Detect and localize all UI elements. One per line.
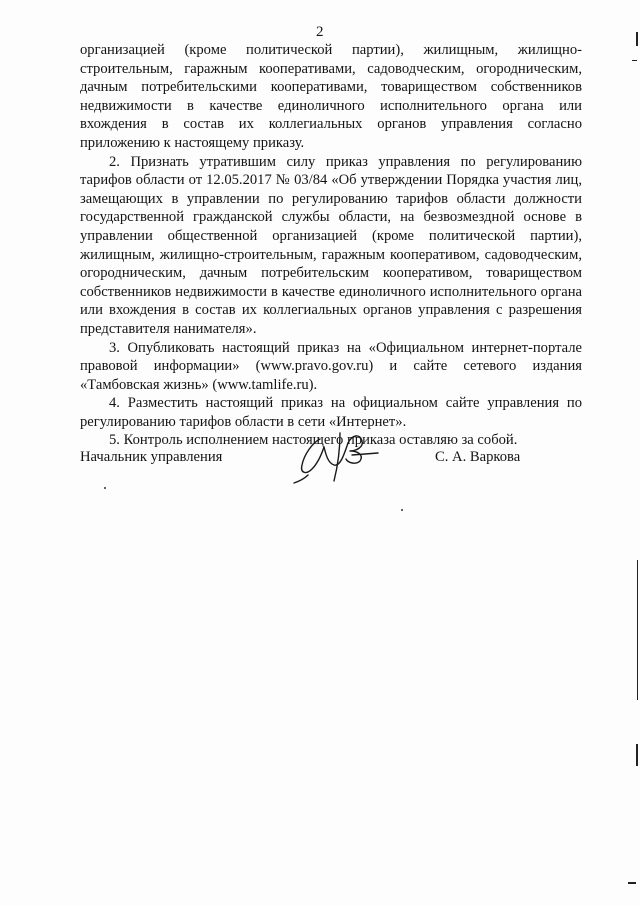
paragraph-item-2: 2. Признать утратившим силу приказ управления по регулированию тарифов области от 12.05.2017 № 03/84 «Об утверждении Порядка участия лиц, замещающих в управлении по регулированию тарифов области должности государственной гражданской службы области, на безвозмездной основе в управлении общественной организацией (кроме политической партии), жилищным, жилищно-строительным, гаражным кооперативом, садоводческим, огородническим, дачным потребительским кооперативом, товариществом собственников недвижимости в качестве единоличного исполнительного органа или вхождения в состав их коллегиальных органов управления с разрешения представителя нанимателя». <box>80 153 582 337</box>
handwritten-signature <box>290 425 390 487</box>
paragraph-item-5: 5. Контроль исполнением настоящего приказа оставляю за собой. <box>109 432 518 449</box>
scan-edge-mark <box>636 744 638 766</box>
scan-speck <box>104 487 106 489</box>
signatory-name: С. А. Варкова <box>435 449 521 465</box>
scan-edge-mark <box>637 560 638 700</box>
document-body <box>80 41 582 450</box>
page-number: 2 <box>316 24 324 40</box>
scan-edge-mark <box>628 882 636 884</box>
scan-edge-mark <box>632 60 637 61</box>
scan-edge-mark <box>636 32 638 46</box>
paragraph-continuation: организацией (кроме политической партии), жилищным, жилищно-строительным, гаражным кооперативами, садоводческим, огородническим, дачным потребительскими кооперативами, товариществом собственников недвижимости в качестве единоличного исполнительного органа или вхождения в состав их коллегиальных органов управления согласно приложению к настоящему приказу. <box>80 42 582 151</box>
signatory-position: Начальник управления <box>80 449 223 465</box>
scan-speck <box>401 509 403 511</box>
paragraph-item-3: 3. Опубликовать настоящий приказ на «Официальном интернет-портале правовой информации» (www.pravo.gov.ru) и сайте сетевого издания «Тамбовская жизнь» (www.tamlife.ru). <box>80 339 582 393</box>
paragraph-item-4: 4. Разместить настоящий приказ на официальном сайте управления по регулированию тарифов области в сети «Интернет». <box>80 395 582 430</box>
